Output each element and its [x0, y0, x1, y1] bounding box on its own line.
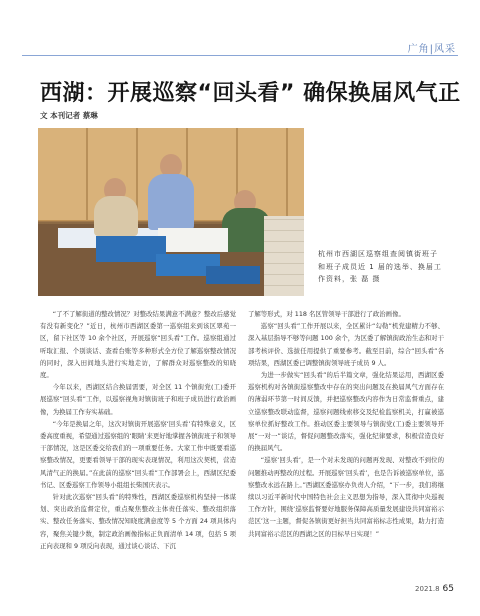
header-rule [22, 55, 458, 56]
article-title: 西湖：开展巡察“回头看” 确保换届风气正 [40, 81, 461, 106]
page-footer [415, 584, 454, 594]
paragraph: 为进一步做实“回头看”的后半篇文章，强化结果运用，西湖区委巡察机构对各镇街巡察整改中存在的突出问题及在换届风气方面存在的薄弱环节第一时间反馈，并把巡察整改内容作为日常监督重点，建立巡察整改联动监督，巡察问题线索移交及纪检监察机关，打赢被巡察单位抓好整改工作。推动区委主要领导与镇街党(工)委主要领导开展“一对一”谈话，督促问题整改落实，强化纪律要求，积极营造良好的换届风气。 [248, 371, 444, 453]
column-tag: 广角|风采 [407, 44, 456, 55]
article-byline: 文 本刊记者 蔡琳 [40, 111, 98, 120]
photo-person-left [94, 196, 138, 236]
article-photo [38, 128, 304, 296]
issue-date: 2021.8 [415, 585, 440, 593]
body-column-left [40, 308, 236, 552]
paragraph: 针对此次巡察“回头看”的特殊性，西湖区委巡察机构坚持一体谋划、突出政治监督定位，重点聚焦整改主体责任落实、整改组织落实、整改任务落实、整改情况知晓度满意度等 5 个方面 24 项具体内容，聚焦关键少数，制定政治画像指标正负面清单 14 项，包括 5 项正向表现和 9 项反向表现，通过谈心谈话、下沉 [40, 493, 236, 550]
paragraph: 巡察“回头看”工作开展以来，全区累计“勾勒”机党建精力不够、深入基层指导不够等问题 100 余个，为区委了解镇街政治生态和对干部考核评价、选拔任用提供了重要参考。截至目前，综合“回头看”各项结果，西湖区委已调整镇街领导班子成员 9 人。 [248, 322, 444, 367]
photo-papers [158, 228, 228, 252]
photo-caption: 杭州市西湖区巡察组查阅镇街班子和班子成员近 1 届的选举、换届工作资料，张 磊 摄 [318, 250, 442, 283]
paragraph: “今年是换届之年，这次对镇街开展巡察‘回头看’有特殊意义，区委高度重视，希望通过巡察组的‘眼睛’来更好地掌握各镇街班子和领导干部情况，这是区委交给我们的一项重要任务。大家工作中既要看巡察整改情况，更要看领导干部的现实表现情况，利用这次契机，营造风清气正的换届。”在此前的巡察“回头看”工作部署会上，西湖区纪委书记、区委巡察工作领导小组组长柴国庆表示。 [40, 419, 236, 489]
photo-binders [264, 216, 304, 296]
photo-person-standing [148, 174, 194, 230]
paragraph: 了解等形式，对 118 名区管领导干部进行了政治画像。 [248, 310, 405, 318]
paragraph: “巡察‘回头看’，是一个对未发现的问题再发现、对整改不到位的问题推动再整改的过程。开展巡察‘回头看’，也是告诉被巡察单位，巡察整改永远在路上。”西湖区委巡察办负责人介绍，“下一步，我们将继续以习近平新时代中国特色社会主义思想为指导，深入贯彻中央巡视工作方针，围绕‘巡察监督要好地服务保障高质量发展建设共同富裕示范区’这一主题，督促各镇街更好担当共同富裕标志性成果，助力打造共同富裕示范区的西湖之区的目标早日实现！” [248, 456, 444, 538]
paragraph: 今年以来，西湖区结合换届需要，对全区 11 个镇街党(工)委开展巡察“回头看”工作，以巡察视角对镇街班子和班子成员进行政治画像，为换届工作夯实基础。 [40, 383, 236, 416]
photo-blue-box [206, 266, 260, 284]
photo-person-right [222, 208, 270, 252]
body-column-right [248, 308, 444, 540]
paragraph: “了不了解街道的整改情况？对整改结果满意不满意？整改后感觉有没有新变化？”近日，杭州市西湖区委第一巡察组来到该区翠苑一区，留下社区等 10 余个社区，开展巡察“回头看”工作。巡察组通过听取汇报、个别谈话、查看台账等多种形式全方位了解巡察整改情况的同时，深入田间地头进行实地走访，了解群众对巡察整改的知晓度。 [40, 310, 236, 380]
page-number: 65 [442, 584, 454, 594]
